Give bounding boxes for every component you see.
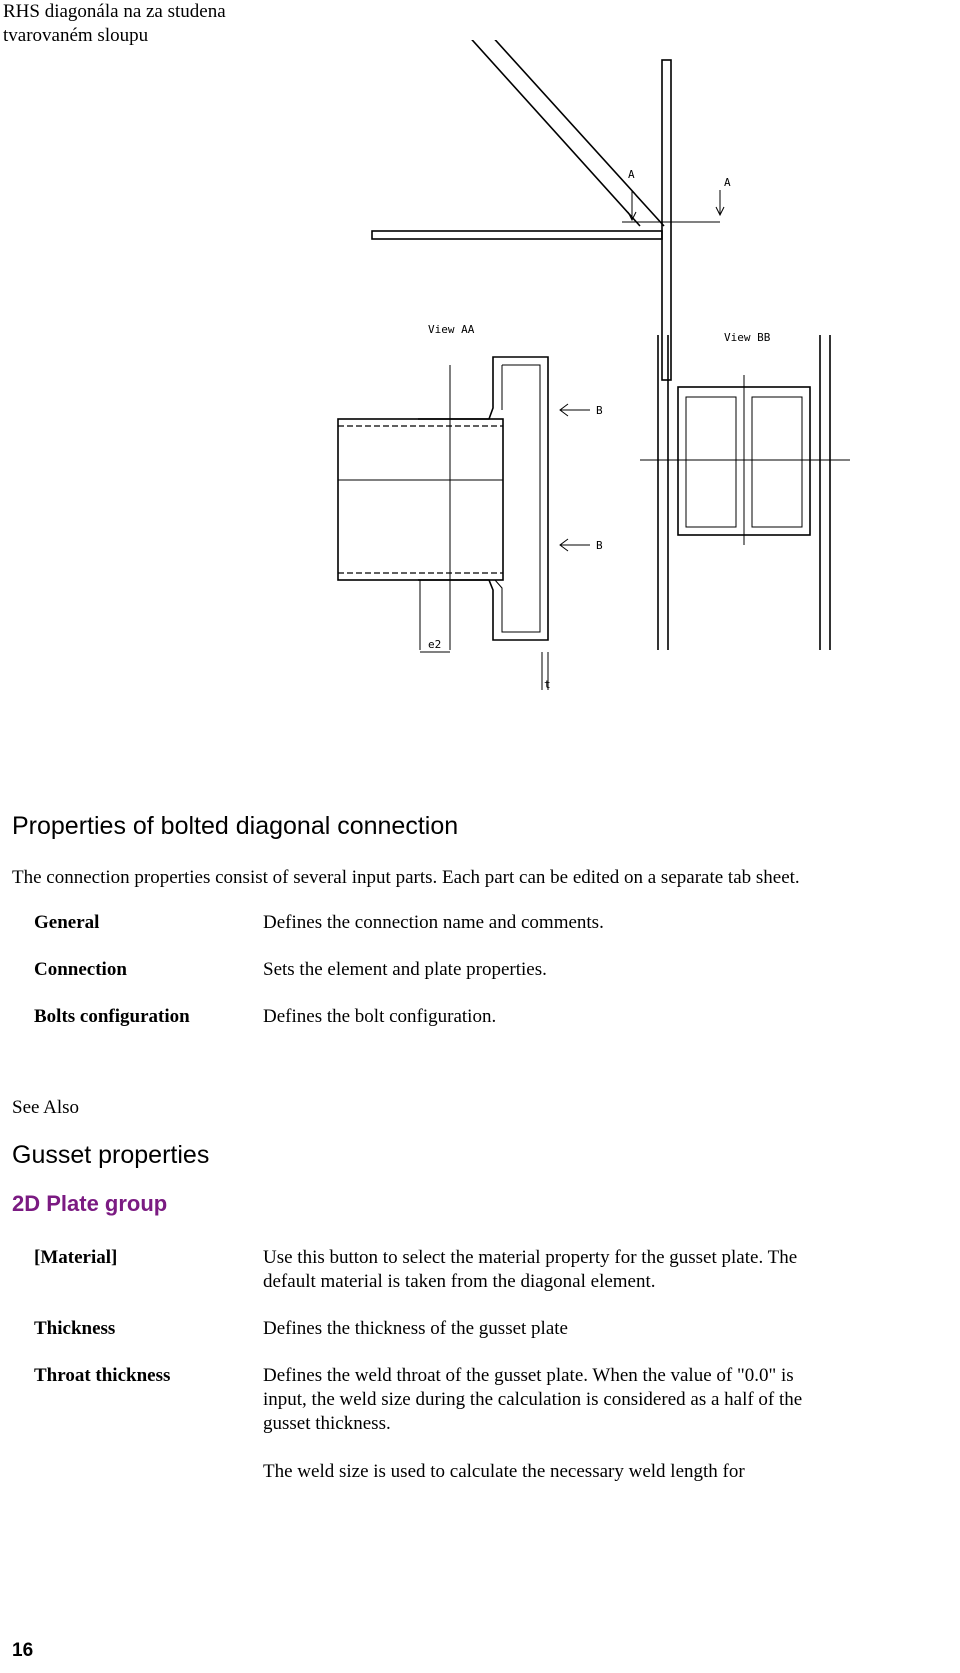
desc-thickness: Defines the thickness of the gusset plate	[263, 1318, 568, 1339]
section1-intro: The connection properties consist of several input parts. Each part can be edited on a separate tab sheet.	[12, 867, 800, 888]
desc-general: Defines the connection name and comments.	[263, 912, 604, 933]
view-bb-label: View BB	[724, 331, 771, 344]
section2-subheading: 2D Plate group	[12, 1191, 168, 1216]
term-throat-thickness: Throat thickness	[34, 1365, 171, 1386]
term-general: General	[34, 912, 100, 933]
term-connection: Connection	[34, 959, 127, 980]
term-thickness: Thickness	[34, 1318, 116, 1339]
b2-label: B	[596, 539, 603, 552]
connection-drawing	[0, 40, 960, 760]
desc-throat-thickness: Defines the weld throat of the gusset plate. When the value of "0.0" is input, the weld size during the calculation is considered as a half of the gusset thickness.	[263, 1365, 803, 1434]
header-title-line1: RHS diagonála na za studena	[3, 1, 226, 22]
section-a-label: A	[628, 168, 635, 181]
header-title-line2: tvarovaném sloupu	[3, 25, 149, 46]
section1-heading: Properties of bolted diagonal connection	[12, 812, 459, 840]
desc-connection: Sets the element and plate properties.	[263, 959, 547, 980]
desc-continuation: The weld size is used to calculate the necessary weld length for	[263, 1461, 745, 1482]
see-also-link[interactable]: See Also	[12, 1097, 80, 1118]
section-a2-label: A	[724, 176, 731, 189]
page-number: 16	[12, 1640, 34, 1661]
elevation-view	[372, 40, 731, 380]
view-aa	[338, 323, 603, 691]
term-bolts-configuration: Bolts configuration	[34, 1006, 190, 1027]
section2-heading: Gusset properties	[12, 1141, 210, 1169]
term-material: [Material]	[34, 1247, 118, 1268]
view-aa-label: View AA	[428, 323, 475, 336]
connection-drawing-svg	[0, 40, 960, 760]
e2-label: e2	[428, 638, 442, 651]
t-label: t	[544, 678, 551, 691]
b1-label: B	[596, 404, 603, 417]
desc-material: Use this button to select the material property for the gusset plate. The default material is taken from the diagonal element.	[263, 1247, 798, 1292]
desc-bolts-configuration: Defines the bolt configuration.	[263, 1006, 497, 1027]
